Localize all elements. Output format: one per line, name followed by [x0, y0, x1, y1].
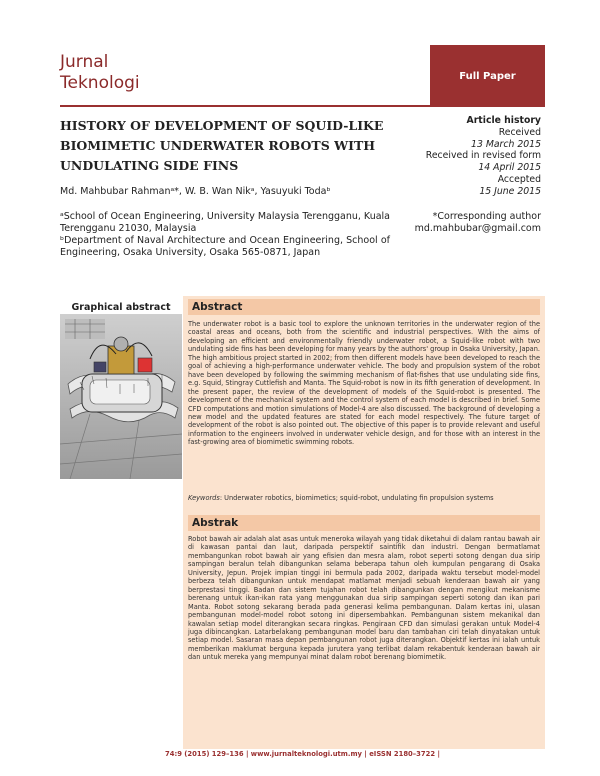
revised-label: Received in revised form: [425, 150, 541, 162]
author-list: Md. Mahbubar Rahmanᵃ*, W. B. Wan Nikᵃ, Yasuyuki Todaᵇ: [60, 186, 331, 197]
paper-type-badge: [430, 45, 545, 107]
corresponding-label: *Corresponding author: [432, 211, 541, 222]
keywords: [188, 494, 540, 503]
corresponding-author: [398, 211, 541, 235]
title-line: HISTORY OF DEVELOPMENT OF SQUID-LIKE: [60, 118, 384, 133]
keywords-list: : Underwater robotics, biomimetics; squid-robot, undulating fin propulsion systems: [219, 494, 494, 502]
affiliation-b: ᵇDepartment of Naval Architecture and Ocean Engineering, School of Engineering, Osaka University, Osaka 565-0871, Japan: [60, 235, 390, 258]
revised-date: 14 April 2015: [478, 162, 541, 174]
received-date: 13 March 2015: [471, 138, 541, 150]
journal-name-line2: Teknologi: [60, 73, 140, 93]
title-line: BIOMIMETIC UNDERWATER ROBOTS WITH: [60, 138, 376, 153]
paper-title: [60, 116, 400, 176]
abstract-heading: Abstract: [188, 299, 540, 315]
affiliations: [60, 211, 390, 259]
affiliation-a: ᵃSchool of Ocean Engineering, University Malaysia Terengganu, Kuala Terengganu 21030, Malaysia: [60, 211, 390, 234]
squid-robot-photo: [60, 314, 182, 479]
received-label: Received: [498, 126, 541, 138]
squid-robot-illustration: [60, 314, 182, 479]
title-line: UNDULATING SIDE FINS: [60, 158, 239, 173]
graphical-abstract-label: Graphical abstract: [71, 302, 171, 313]
history-title: Article history: [466, 115, 541, 126]
corresponding-email[interactable]: md.mahbubar@gmail.com: [414, 223, 541, 234]
abstrak-heading: Abstrak: [188, 515, 540, 531]
header-rule: [60, 105, 430, 107]
abstract-panel: [183, 296, 545, 749]
journal-name-line1: Jurnal: [60, 52, 109, 72]
paper-type-label: Full Paper: [459, 70, 516, 82]
accepted-label: Accepted: [497, 173, 541, 185]
abstrak-text: Robot bawah air adalah alat asas untuk meneroka wilayah yang tidak diketahui di dalam rantau bawah air di kawasan pantai dan laut, daripada perspektif saintifik dan industri. Dengan bermatlamat membangunkan robot bawah air yang efisien dan mesra alam, robot seperti sotong dengan dua sirip sampingan beralun telah dibangunkan selama beberapa tahun oleh kumpulan pengarang di Osaka University, Jepun. Projek impian tinggi ini bermula pada 2002, daripada waktu tersebut model-model berbeza telah dibangunkan untuk mendapat matlamat menjadi sebuah kenderaan bawah air yang berprestasi tinggi. Badan dan sistem tujahan robot telah dibangunkan dengan mengikut mekanisme berenang untuk ikan-ikan rata yang menggunakan dua sirip sampingan seperti sotong dan ikan pari Manta. Robot sotong sekarang berada pada generasi kelima pembangunan. Dalam kertas ini, ulasan pembangunan model-model robot sotong ini dipersembahkan. Pembangunan sistem mekanikal dan kawalan setiap model diterangkan secara ringkas. Pengiraan CFD dan simulasi gerakan untuk Model-4 juga dibincangkan. Latarbelakang pembangunan model baru dan tambahan ciri telah dinyatakan untuk setiap model. Sasaran masa depan pembangunan robot juga diterangkan. Objektif kertas ini ialah untuk memberikan maklumat berguna kepada jurutera yang terlibat dalam rekabentuk kenderaan bawah air dan untuk mereka yang mempunyai minat dalam robot berenang biomimetik.: [188, 535, 541, 662]
keywords-label: Keywords: [188, 494, 220, 502]
abstract-text: The underwater robot is a basic tool to explore the unknown territories in the underwater region of the coastal areas and oceans, both from the scientific and industrial perspectives. With the aims of developing an efficient and environmentally friendly underwater robot, a Squid-like robot with two undulating side fins has been developing for many years by the authors' group in Osaka University, Japan. The high ambitious project started in 2002; from then different models have been developed to reach the goal of achieving a high-performance underwater vehicle. The body and propulsion system of the robot have been developed by following the swimming mechanism of flat-fishes that use undulating side fins, e.g. Squid, Stingray Cuttlefish and Manta. The Squid-robot is now in its fifth generation of development. In the present paper, the review of the development of models of the Squid-robot is presented. The development of the mechanical system and the control system of each model is described in brief. Some CFD computations and motion simulations of Model-4 are also discussed. The background of developing a new model and the updated features are stated for each model respectively. The future target of development of the robot is also pointed out. The objective of this paper is to provide relevant and useful information to the engineers involved in underwater vehicle design, and for those with an interest in the fast-growing area of biomimetic swimming robots.: [188, 320, 540, 447]
accepted-date: 15 June 2015: [479, 185, 541, 197]
journal-name: [60, 52, 260, 94]
page-footer: 74:9 (2015) 129–136 | www.jurnalteknologi.utm.my | eISSN 2180–3722 |: [165, 750, 440, 758]
